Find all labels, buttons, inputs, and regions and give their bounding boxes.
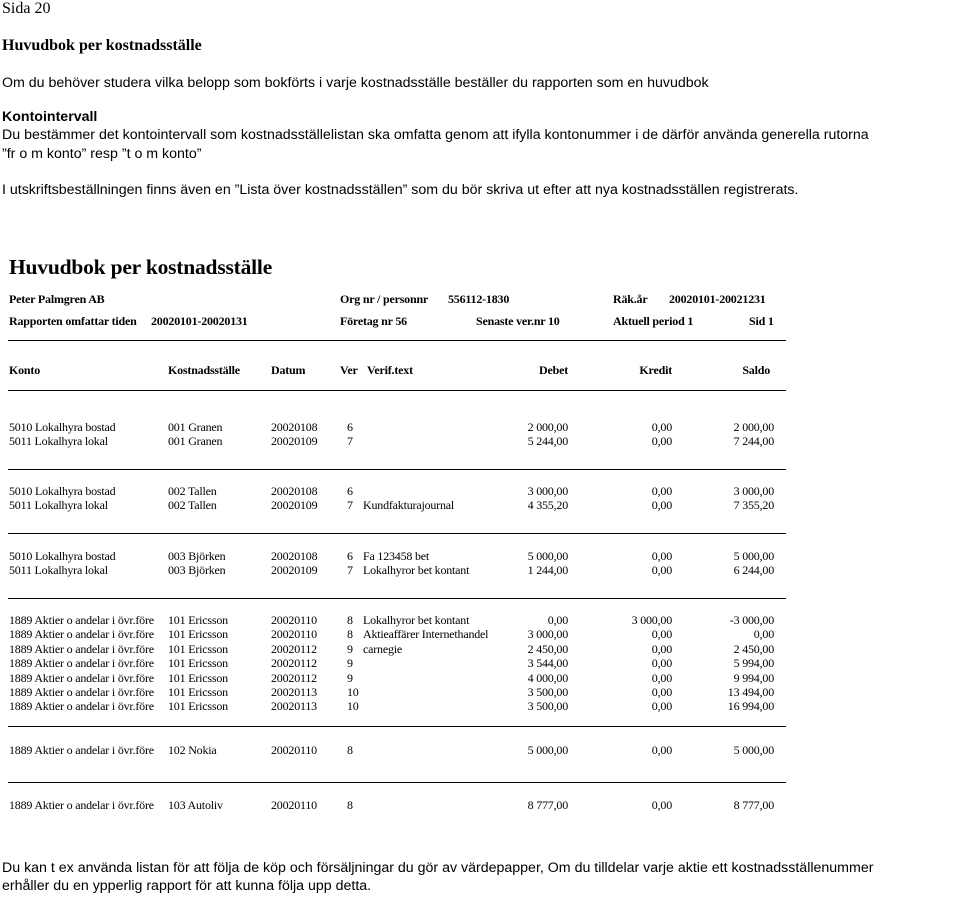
list-note-paragraph: I utskriftsbeställningen finns även en ”Lista över kostnadsställen” som du bör skriva ut efter att nya kostnadsställen registrerats. (2, 182, 799, 198)
cell-text: Fa 123458 bet (363, 549, 430, 563)
group-separator (8, 533, 786, 534)
cell-ver: 9 (347, 641, 353, 656)
col-header-veriftext: Verif.text (367, 363, 413, 377)
cell-konto: 5010 Lokalhyra bostad (9, 549, 116, 563)
cell-ver: 8 (347, 613, 353, 627)
cell-kredit: 0,00 (651, 434, 672, 449)
cell-debet: 2 450,00 (527, 641, 568, 656)
cell-debet: 4 000,00 (527, 670, 568, 685)
cell-saldo: 7 355,20 (733, 498, 774, 513)
cell-kredit: 0,00 (651, 798, 672, 812)
cell-ver: 7 (347, 563, 353, 578)
cell-text: Aktieaffärer Internethandel (363, 627, 489, 642)
page-title: Huvudbok per kostnadsställe (2, 37, 202, 54)
col-header-kredit: Kredit (639, 363, 672, 377)
cell-konto: 5011 Lokalhyra lokal (9, 434, 108, 449)
cell-debet: 0,00 (547, 613, 568, 627)
cell-kredit: 0,00 (651, 420, 672, 434)
cell-konto: 1889 Aktier o andelar i övr.före (9, 641, 154, 656)
cell-saldo: 0,00 (753, 627, 774, 642)
cell-kst: 101 Ericsson (168, 656, 228, 671)
cell-saldo: 3 000,00 (733, 484, 774, 498)
cell-datum: 20020112 (271, 670, 317, 685)
cell-konto: 5011 Lokalhyra lokal (9, 498, 108, 513)
cell-kst: 101 Ericsson (168, 685, 228, 699)
cell-kredit: 0,00 (651, 699, 672, 714)
cell-ver: 6 (347, 420, 353, 434)
cell-kst: 102 Nokia (168, 743, 217, 757)
cell-saldo: 9 994,00 (733, 670, 774, 685)
cell-datum: 20020112 (271, 656, 317, 671)
cell-konto: 1889 Aktier o andelar i övr.före (9, 699, 154, 714)
cell-text: Lokalhyror bet kontant (363, 563, 470, 578)
cell-text: carnegie (363, 641, 403, 656)
col-header-saldo: Saldo (742, 363, 770, 377)
cell-kredit: 0,00 (651, 549, 672, 563)
col-header-kostnadsstalle: Kostnadsställe (168, 363, 240, 377)
cell-debet: 3 000,00 (527, 627, 568, 642)
cell-saldo: 5 000,00 (733, 743, 774, 757)
cell-saldo: 13 494,00 (727, 685, 774, 699)
cell-kredit: 0,00 (651, 670, 672, 685)
cell-kst: 001 Granen (168, 420, 223, 434)
cell-saldo: 2 000,00 (733, 420, 774, 434)
cell-kst: 003 Björken (168, 549, 226, 563)
cell-saldo: 5 000,00 (733, 549, 774, 563)
cell-konto: 1889 Aktier o andelar i övr.före (9, 627, 154, 642)
report-year-label: Räk.år (613, 292, 648, 306)
col-header-konto: Konto (9, 363, 41, 377)
col-header-datum: Datum (271, 363, 306, 377)
report-aktuell: Aktuell period 1 (613, 314, 694, 328)
cell-saldo: 16 994,00 (727, 699, 774, 714)
cell-ver: 6 (347, 484, 353, 498)
cell-konto: 1889 Aktier o andelar i övr.före (9, 670, 154, 685)
group-separator (8, 782, 786, 783)
cell-ver: 9 (347, 656, 353, 671)
section-text-line-1: Du bestämmer det kontointervall som kostnadsställelistan ska omfatta genom att ifylla kontonummer i de därför använda generella rutorna (2, 127, 869, 143)
cell-kst: 003 Björken (168, 563, 226, 578)
group-separator (8, 726, 786, 727)
cell-ver: 7 (347, 434, 353, 449)
cell-kst: 002 Tallen (168, 484, 217, 498)
cell-kst: 101 Ericsson (168, 627, 228, 642)
cell-debet: 2 000,00 (527, 420, 568, 434)
cell-ver: 8 (347, 627, 353, 642)
cell-datum: 20020109 (271, 434, 318, 449)
report-foretag: Företag nr 56 (340, 314, 407, 328)
cell-kredit: 0,00 (651, 641, 672, 656)
cell-datum: 20020108 (271, 484, 318, 498)
cell-ver: 10 (347, 699, 359, 714)
cell-ver: 10 (347, 685, 359, 699)
cell-kst: 103 Autoliv (168, 798, 223, 812)
cell-datum: 20020112 (271, 641, 317, 656)
col-header-debet: Debet (539, 363, 568, 377)
footer-text-line-2: erhåller du en ypperlig rapport för att kunna följa upp detta. (2, 878, 372, 894)
cell-ver: 9 (347, 670, 353, 685)
cell-konto: 5011 Lokalhyra lokal (9, 563, 108, 578)
cell-saldo: 8 777,00 (733, 798, 774, 812)
cell-konto: 1889 Aktier o andelar i övr.före (9, 743, 154, 757)
cell-ver: 7 (347, 498, 353, 513)
report-org-value: 556112-1830 (448, 292, 510, 306)
cell-kredit: 0,00 (651, 563, 672, 578)
cell-debet: 5 244,00 (527, 434, 568, 449)
cell-datum: 20020113 (271, 699, 317, 714)
section-text-line-2: ”fr o m konto” resp ”t o m konto” (2, 146, 202, 162)
cell-kst: 101 Ericsson (168, 641, 228, 656)
cell-konto: 1889 Aktier o andelar i övr.före (9, 613, 154, 627)
cell-kredit: 0,00 (651, 685, 672, 699)
cell-kst: 001 Granen (168, 434, 223, 449)
cell-ver: 8 (347, 798, 353, 812)
cell-debet: 8 777,00 (527, 798, 568, 812)
cell-debet: 5 000,00 (527, 549, 568, 563)
cell-saldo: 5 994,00 (733, 656, 774, 671)
cell-datum: 20020110 (271, 613, 317, 627)
cell-datum: 20020110 (271, 627, 317, 642)
cell-saldo: 6 244,00 (733, 563, 774, 578)
cell-kredit: 0,00 (651, 656, 672, 671)
cell-kredit: 3 000,00 (631, 613, 672, 627)
cell-debet: 1 244,00 (527, 563, 568, 578)
cell-konto: 1889 Aktier o andelar i övr.före (9, 685, 154, 699)
cell-ver: 8 (347, 743, 353, 757)
cell-datum: 20020110 (271, 743, 317, 757)
cell-debet: 3 500,00 (527, 685, 568, 699)
report-period-label: Rapporten omfattar tiden (9, 314, 137, 328)
cell-debet: 4 355,20 (527, 498, 568, 513)
cell-datum: 20020108 (271, 420, 318, 434)
cell-kredit: 0,00 (651, 484, 672, 498)
cell-saldo: 2 450,00 (733, 641, 774, 656)
cell-datum: 20020113 (271, 685, 317, 699)
report-image (0, 245, 800, 845)
cell-debet: 3 544,00 (527, 656, 568, 671)
group-separator (8, 598, 786, 599)
cell-kst: 101 Ericsson (168, 670, 228, 685)
section-heading: Kontointervall (2, 109, 98, 125)
cell-debet: 3 000,00 (527, 484, 568, 498)
report-divider (8, 340, 786, 341)
cell-datum: 20020108 (271, 549, 318, 563)
report-senaste: Senaste ver.nr 10 (476, 314, 560, 328)
cell-konto: 5010 Lokalhyra bostad (9, 420, 116, 434)
cell-text: Lokalhyror bet kontant (363, 613, 470, 627)
cell-datum: 20020109 (271, 498, 318, 513)
cell-kredit: 0,00 (651, 498, 672, 513)
cell-ver: 6 (347, 549, 353, 563)
cell-saldo: -3 000,00 (729, 613, 774, 627)
cell-saldo: 7 244,00 (733, 434, 774, 449)
cell-kredit: 0,00 (651, 627, 672, 642)
report-year-value: 20020101-20021231 (669, 292, 766, 306)
report-divider (8, 390, 786, 391)
cell-konto: 1889 Aktier o andelar i övr.före (9, 798, 154, 812)
footer-text-line-1: Du kan t ex använda listan för att följa de köp och försäljningar du gör av värdepapper, Om du tilldelar varje aktie ett kostnadsställenummer (2, 860, 874, 876)
group-separator (8, 469, 786, 470)
report-title: Huvudbok per kostnadsställe (9, 255, 273, 279)
page-number: Sida 20 (2, 0, 51, 17)
col-header-ver: Ver (340, 363, 358, 377)
cell-datum: 20020109 (271, 563, 318, 578)
cell-datum: 20020110 (271, 798, 317, 812)
report-sid: Sid 1 (749, 314, 774, 328)
cell-debet: 3 500,00 (527, 699, 568, 714)
intro-paragraph: Om du behöver studera vilka belopp som bokförts i varje kostnadsställe beställer du rapporten som en huvudbok (2, 75, 709, 91)
cell-debet: 5 000,00 (527, 743, 568, 757)
report-period-value: 20020101-20020131 (151, 314, 248, 328)
report-org-label: Org nr / personnr (340, 292, 429, 306)
cell-kst: 101 Ericsson (168, 699, 228, 714)
cell-kst: 002 Tallen (168, 498, 217, 513)
cell-konto: 1889 Aktier o andelar i övr.före (9, 656, 154, 671)
cell-kredit: 0,00 (651, 743, 672, 757)
cell-text: Kundfakturajournal (363, 498, 455, 513)
cell-konto: 5010 Lokalhyra bostad (9, 484, 116, 498)
report-company: Peter Palmgren AB (9, 292, 105, 306)
cell-kst: 101 Ericsson (168, 613, 228, 627)
